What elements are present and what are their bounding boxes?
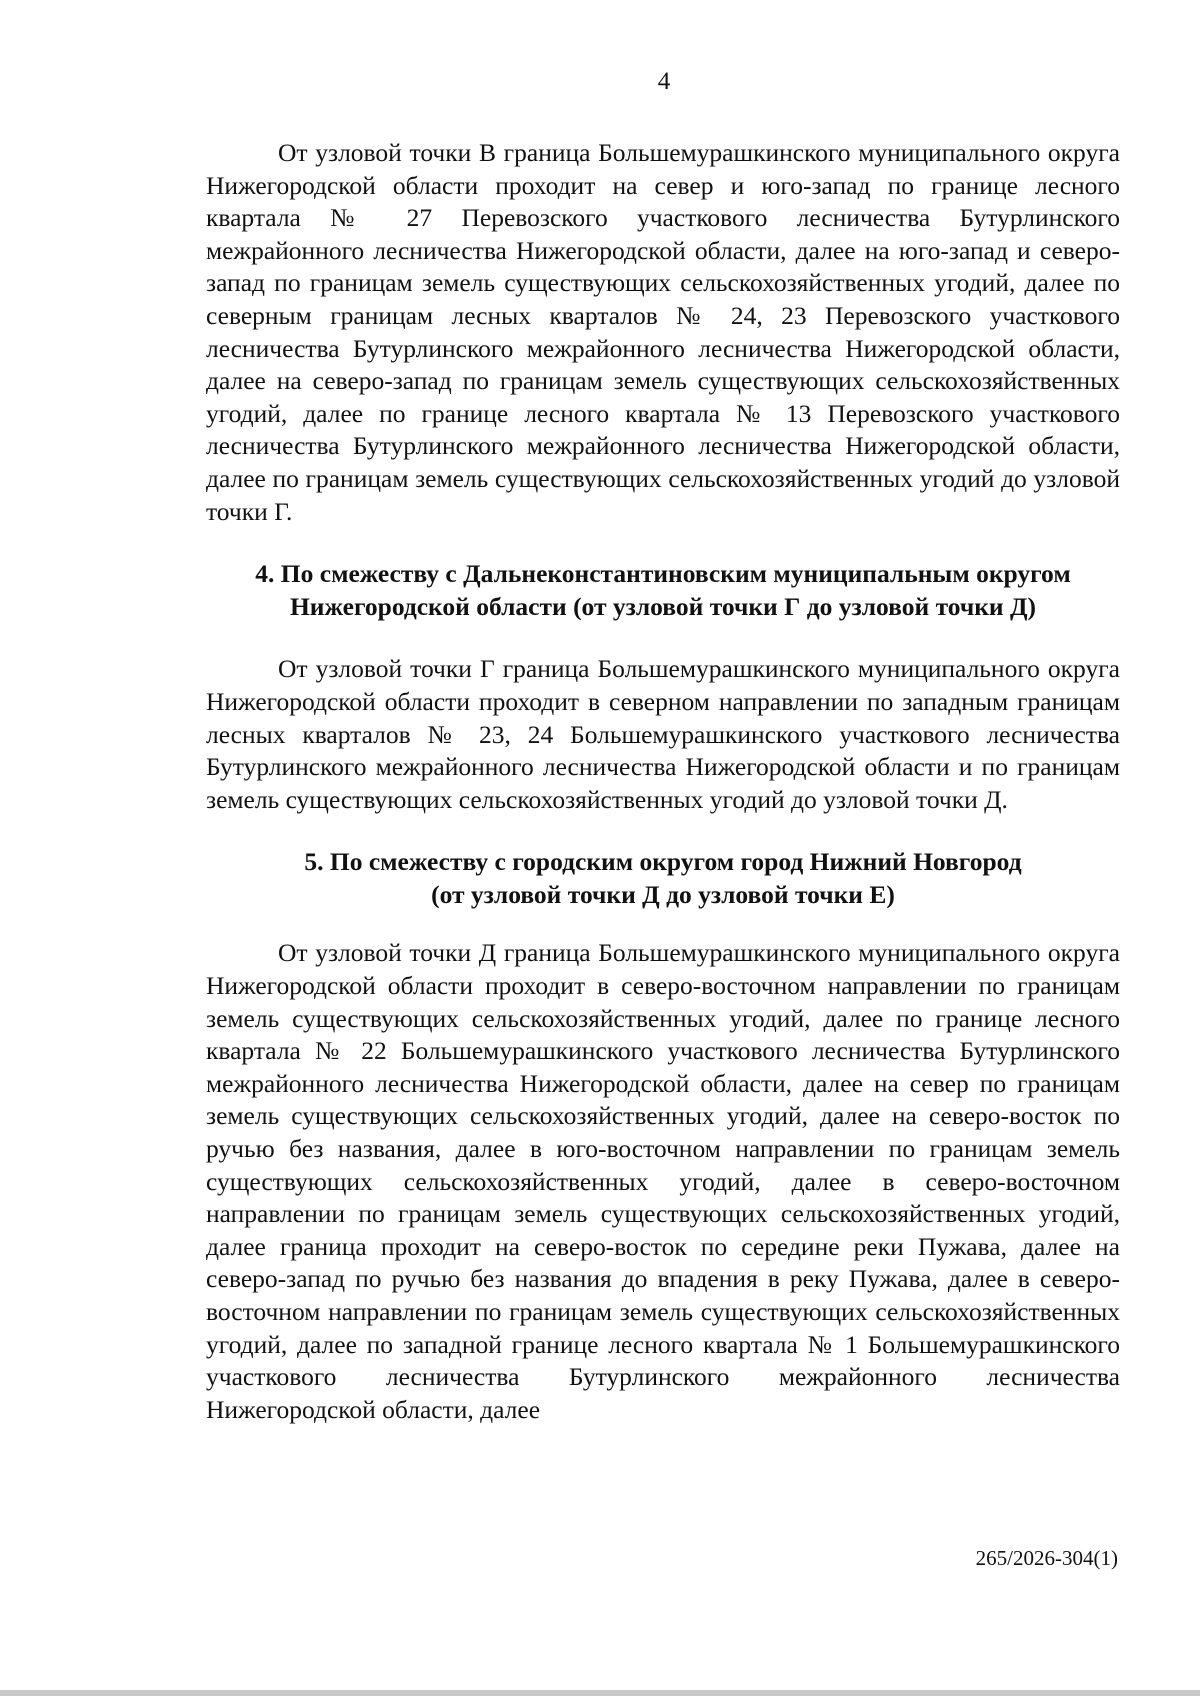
- section-4-heading-line-1: 4. По смежеству с Дальнеконстантиновским муниципальным округом: [255, 559, 1071, 589]
- document-body: [206, 137, 1120, 1426]
- page-number: 4: [657, 68, 671, 95]
- paragraph-node-v-to-g: От узловой точки В граница Большемурашкинского муниципального округа Нижегородской области проходит на север и юго-запад по границе лесного квартала № 27 Перевозского участкового лесничества Бутурлинского межрайонного лесничества Нижегородской области, далее на юго-запад и северо-запад по границам земель существующих сельскохозяйственных угодий, далее по северным границам лесных кварталов № 24, 23 Перевозского участкового лесничества Бутурлинского межрайонного лесничества Нижегородской области, далее на северо-запад по границам земель существующих сельскохозяйственных угодий, далее по границе лесного квартала № 13 Перевозского участкового лесничества Бутурлинского межрайонного лесничества Нижегородской области, далее по границам земель существующих сельскохозяйственных угодий до узловой точки Г.: [206, 138, 1120, 526]
- section-5-heading-line-1: 5. По смежеству с городским округом город Нижний Новгород: [304, 847, 1022, 877]
- section-4-body: От узловой точки Г граница Большемурашкинского муниципального округа Нижегородской области проходит в северном направлении по западным границам лесных кварталов № 23, 24 Большемурашкинского участкового лесничества Бутурлинского межрайонного лесничества Нижегородской области и по границам земель существующих сельскохозяйственных угодий до узловой точки Д.: [206, 654, 1120, 814]
- section-4-heading: [206, 558, 1120, 623]
- section-5-body: От узловой точки Д граница Большемурашкинского муниципального округа Нижегородской области проходит в северо-восточном направлении по границам земель существующих сельскохозяйственных угодий, далее по границе лесного квартала № 22 Большемурашкинского участкового лесничества Бутурлинского межрайонного лесничества Нижегородской области, далее на север по границам земель существующих сельскохозяйственных угодий, далее на северо-восток по ручью без названия, далее в юго-восточном направлении по границам земель существующих сельскохозяйственных угодий, далее в северо-восточном направлении по границам земель существующих сельскохозяйственных угодий, далее граница проходит на северо-восток по середине реки Пужава, далее на северо-запад по ручью без названия до впадения в реку Пужава, далее в северо-восточном направлении по границам земель существующих сельскохозяйственных угодий, далее по западной границе лесного квартала № 1 Большемурашкинского участкового лесничества Бутурлинского межрайонного лесничества Нижегородской области, далее: [206, 938, 1120, 1424]
- document-code: 265/2026-304(1): [975, 1546, 1118, 1570]
- section-5-heading: [206, 846, 1120, 911]
- section-5-heading-line-2: (от узловой точки Д до узловой точки Е): [431, 879, 895, 909]
- scan-edge: [0, 1690, 1200, 1696]
- section-4-heading-line-2: Нижегородской области (от узловой точки Г до узловой точки Д): [289, 591, 1037, 621]
